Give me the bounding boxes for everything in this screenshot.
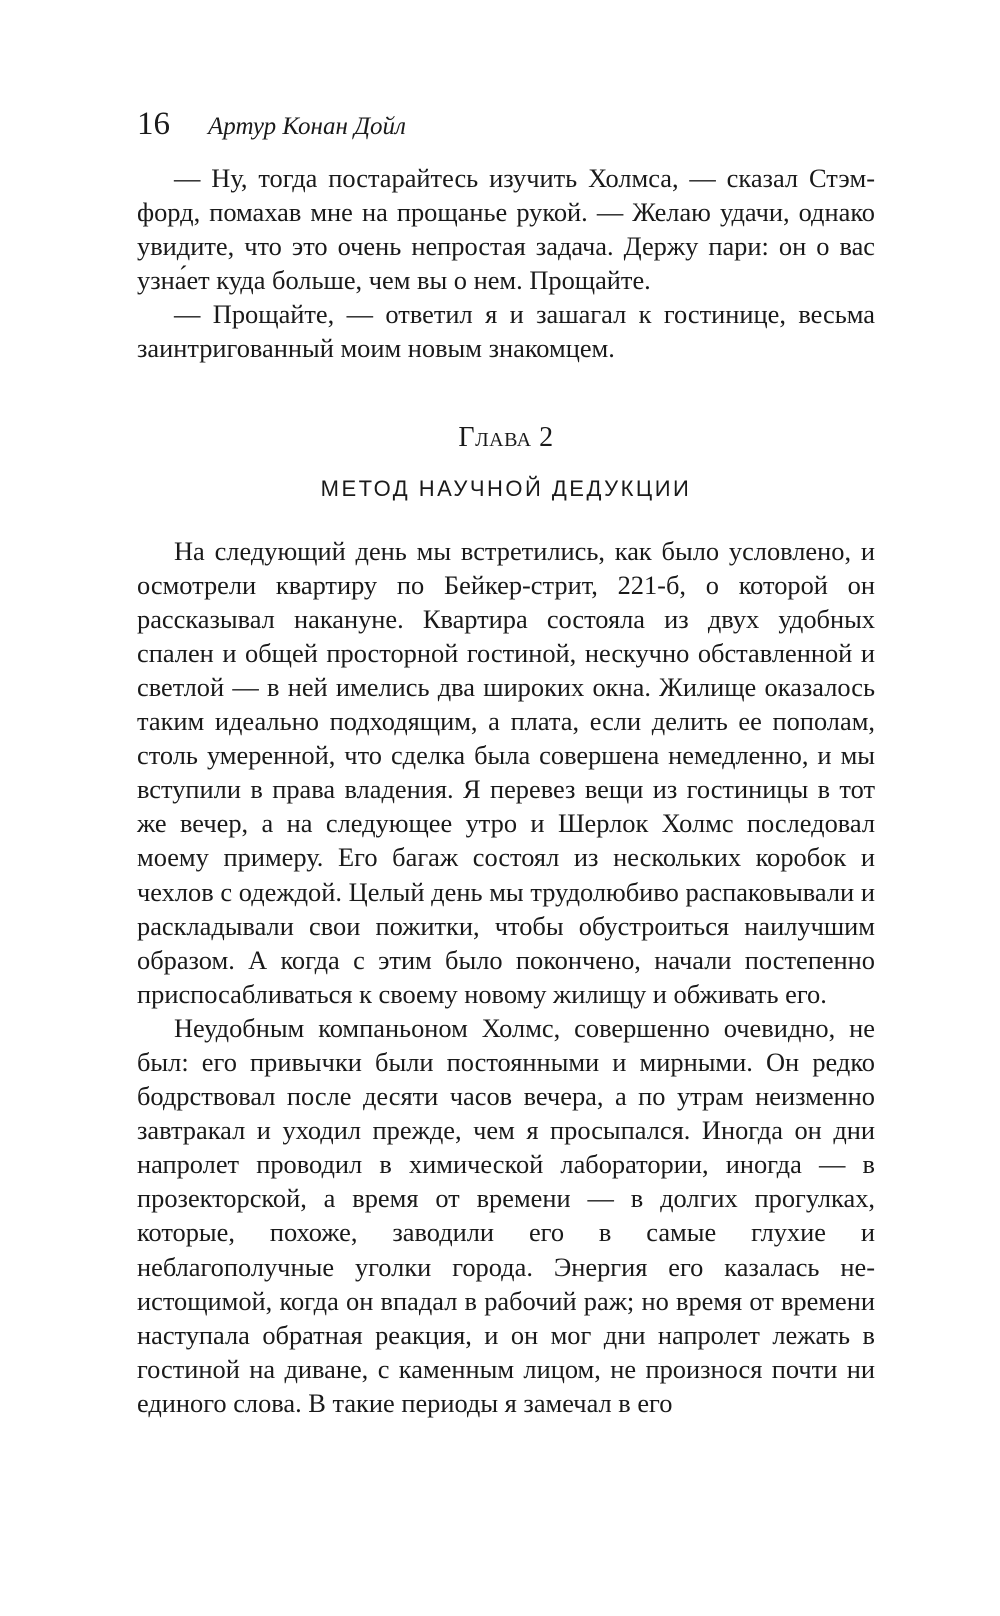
running-head-author: Артур Конан Дойл — [208, 113, 406, 140]
body-paragraph: На следующий день мы встретились, как было условлено, и осмотрели квартиру по Бейкер-стрит, 221-б, о которой он рассказывал накануне. Квартира состояла из двух удобных спален и общей просторной гостиной, нескучно обставленной и светлой — в ней имелись два широких окна. Жилище оказалось таким идеально подходящим, а плата, если делить ее пополам, столь умеренной, что сделка была совершена немедленно, и мы вступили в права владения. Я перевез вещи из гостиницы в тот же вечер, а на следующее утро и Шерлок Холмс последовал моему примеру. Его багаж состоял из нескольких коробок и чехлов с одеждой. Целый день мы трудолюбиво распаковывали и раскладывали свои пожитки, чтобы обустроиться наилучшим образом. А когда с этим было покончено, начали постепенно приспосабливаться к своему новому жилищу и обживать его. — [137, 535, 875, 1009]
dialogue-paragraph: — Ну, тогда постарайтесь изучить Холмса, — сказал Стэмфорд, помахав мне на прощанье рукой. — Желаю удачи, однако увидите, что это очень непростая задача. Держу пари: он о вас узна́ет куда больше, чем вы о нем. Прощайте. — [137, 163, 875, 296]
running-head — [137, 104, 875, 147]
page-number: 16 — [137, 106, 170, 142]
body-paragraph: Неудобным компаньоном Холмс, совершенно очевидно, не был: его привычки были постоянными и мирными. Он редко бодрствовал после десяти часов вечера, а по утрам неизменно завтракал и уходил прежде, чем я просыпался. Иногда он дни напролет проводил в химической лаборатории, иногда — в прозекторской, а время от времени — в долгих прогулках, которые, похоже, заводили его в самые глухие и неблагополучные уголки города. Энергия его казалась неистощимой, когда он впадал в рабочий раж; но время от времени наступала обратная реакция, и он мог дни напролет лежать в гостиной на диване, с каменным лицом, не произнося почти ни единого слова. В такие периоды я замечал в его — [137, 1012, 875, 1418]
dialogue-paragraph: — Прощайте, — ответил я и зашагал к гостинице, весьма заинтригованный моим новым знакомцем. — [137, 299, 875, 364]
chapter-number-text: Глава 2 — [458, 421, 554, 453]
chapter-number — [137, 420, 875, 456]
book-page — [137, 104, 875, 1420]
chapter-title: МЕТОД НАУЧНОЙ ДЕДУКЦИИ — [320, 475, 692, 501]
